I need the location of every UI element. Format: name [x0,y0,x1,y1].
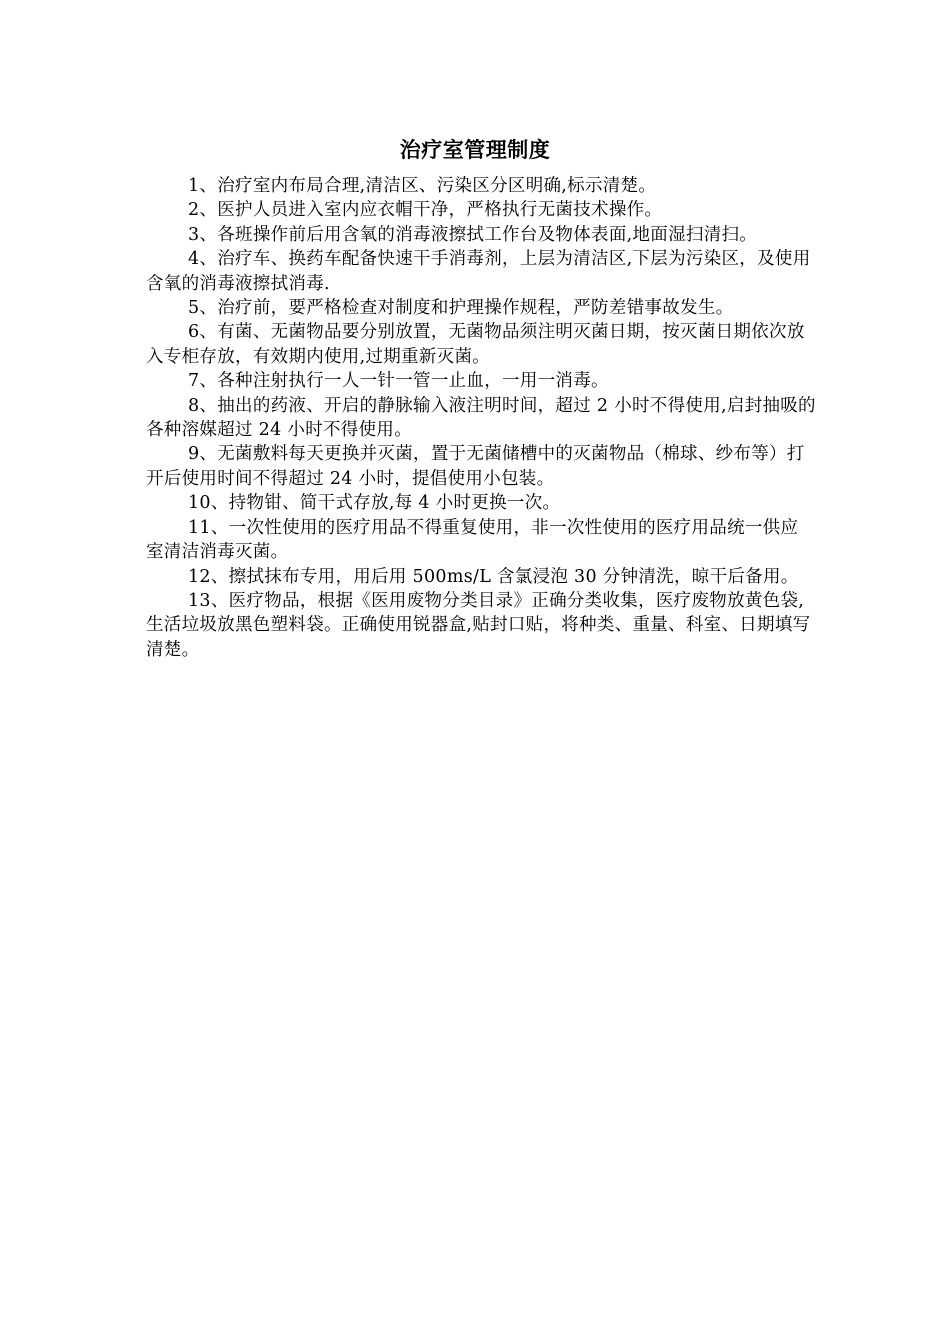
rule-paragraph-3: 3、各班操作前后用含氧的消毒液擦拭工作台及物体表面,地面湿扫清扫。 [188,224,758,245]
document-title: 治疗室管理制度 [399,137,551,162]
rule-paragraph-12: 12、擦拭抹布专用，用后用 500ms/L 含氯浸泡 30 分钟清洗，晾干后备用。 [188,566,799,587]
rule-paragraph-5: 5、治疗前，要严格检查对制度和护理操作规程，严防差错事故发生。 [188,298,734,319]
rule-paragraph-4: 4、治疗车、换药车配备快速干手消毒剂，上层为清洁区,下层为污染区，及使用含氧的消毒液擦拭消毒. [146,249,811,294]
rule-paragraph-7: 7、各种注射执行一人一针一管一止血，一用一消毒。 [188,371,609,392]
rule-paragraph-13: 13、医疗物品，根据《医用废物分类目录》正确分类收集，医疗废物放黄色袋,生活垃圾放黑色塑料袋。正确使用锐器盒,贴封口贴，将种类、重量、科室、日期填写清楚。 [146,590,811,660]
document-body [146,174,816,662]
rule-paragraph-6: 6、有菌、无菌物品要分别放置，无菌物品须注明灭菌日期，按灭菌日期依次放入专柜存放，有效期内使用,过期重新灭菌。 [146,322,805,367]
rule-paragraph-8: 8、抽出的药液、开启的静脉输入液注明时间，超过 2 小时不得使用,启封抽吸的各种溶媒超过 24 小时不得使用。 [146,395,816,441]
rule-paragraph-9: 9、无菌敷料每天更换并灭菌，置于无菌储槽中的灭菌物品（棉球、纱布等）打开后使用时间不得超过 24 小时，提倡使用小包装。 [146,444,805,489]
rule-paragraph-11: 11、一次性使用的医疗用品不得重复使用，非一次性使用的医疗用品统一供应室清洁消毒灭菌。 [146,517,799,563]
rule-paragraph-2: 2、医护人员进入室内应衣帽干净，严格执行无菌技术操作。 [188,200,663,221]
rule-paragraph-10: 10、持物钳、简干式存放,每 4 小时更换一次。 [188,493,561,514]
rule-paragraph-1: 1、治疗室内布局合理,清洁区、污染区分区明确,标示清楚。 [188,176,657,196]
